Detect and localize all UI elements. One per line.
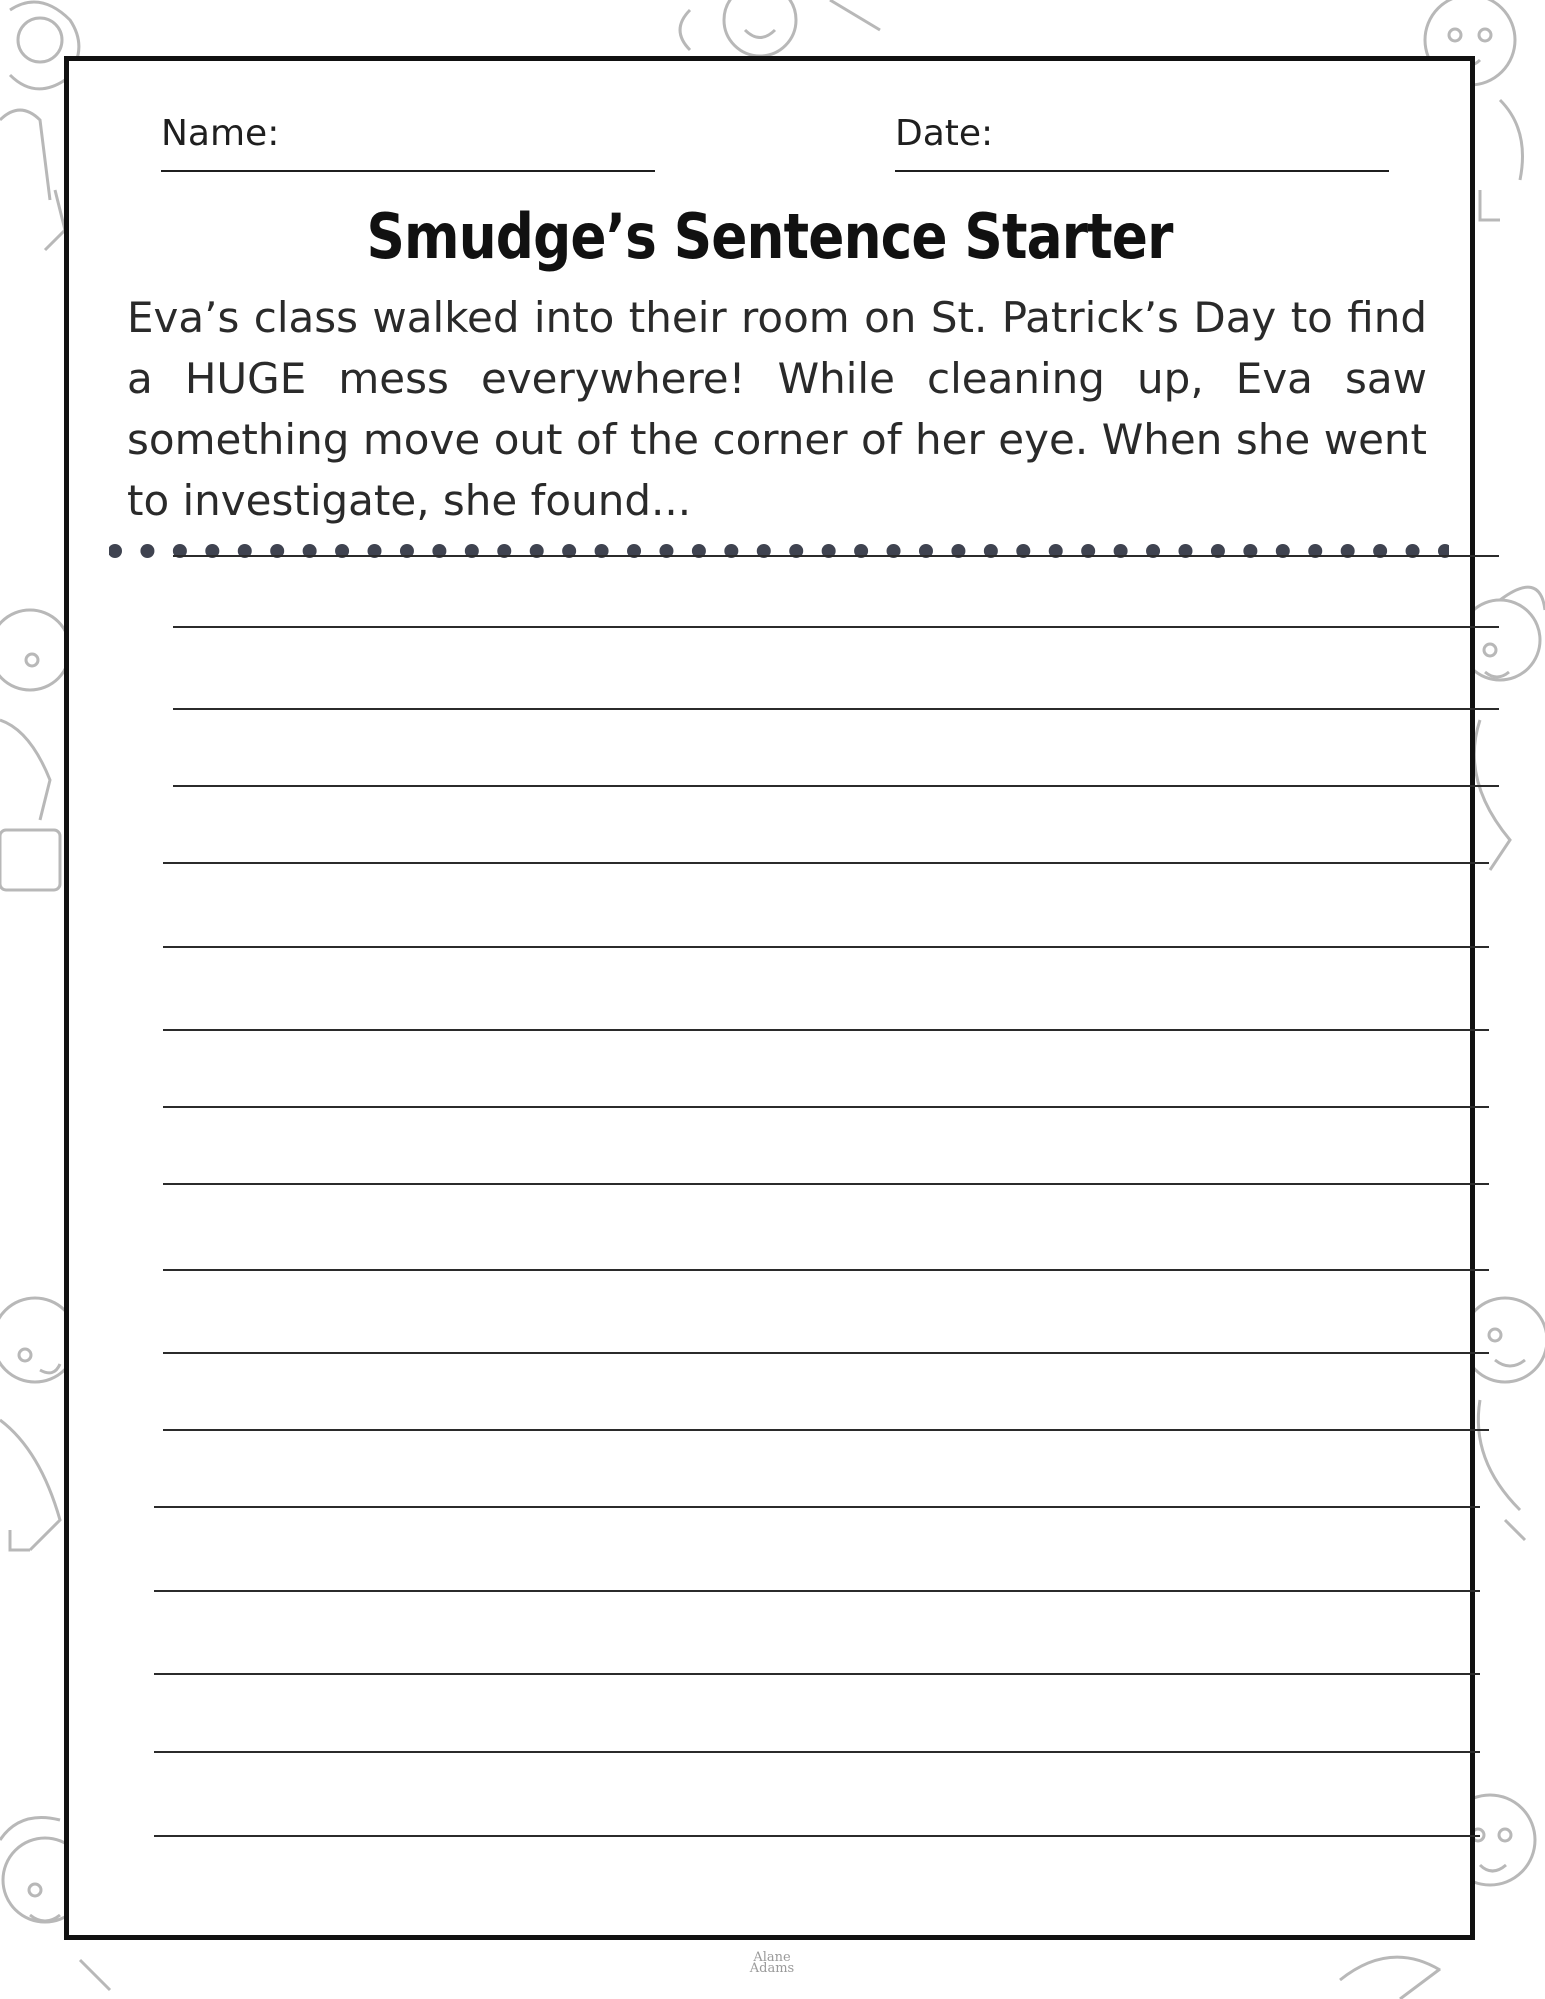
cartoon-character-illustration	[1463, 1298, 1545, 1540]
divider-dot	[109, 544, 122, 558]
writing-line[interactable]	[163, 1183, 1489, 1185]
name-label: Name:	[161, 113, 280, 154]
writing-line[interactable]	[163, 946, 1489, 948]
writing-line[interactable]	[154, 1506, 1480, 1508]
worksheet-frame	[64, 56, 1475, 1940]
writing-line[interactable]	[154, 1673, 1480, 1675]
date-label: Date:	[895, 113, 994, 154]
writing-line[interactable]	[163, 1106, 1489, 1108]
writing-line[interactable]	[173, 708, 1499, 710]
story-prompt: Eva’s class walked into their room on St. Patrick’s Day to find a HUGE mess everywhere! While cleaning up, Eva saw something move out of the corner of her eye. When she went to investigate, she found...	[127, 293, 1427, 525]
writing-line[interactable]	[154, 1590, 1480, 1592]
dotted-divider	[109, 536, 1449, 566]
writing-line[interactable]	[163, 1352, 1489, 1354]
cartoon-character-illustration	[680, 0, 880, 56]
writing-line[interactable]	[163, 1429, 1489, 1431]
publisher-logo: Alane Adams	[749, 1950, 795, 1976]
writing-line[interactable]	[173, 555, 1499, 557]
writing-line[interactable]	[173, 626, 1499, 628]
divider-dot	[140, 544, 154, 558]
writing-line[interactable]	[163, 1269, 1489, 1271]
page-title: Smudge’s Sentence Starter	[366, 200, 1173, 273]
date-field[interactable]	[895, 170, 1389, 172]
writing-line[interactable]	[154, 1751, 1480, 1753]
writing-line[interactable]	[173, 785, 1499, 787]
writing-line[interactable]	[163, 862, 1489, 864]
writing-line[interactable]	[154, 1835, 1480, 1837]
name-field[interactable]	[161, 170, 655, 172]
cartoon-character-illustration	[0, 610, 70, 890]
writing-line[interactable]	[163, 1029, 1489, 1031]
